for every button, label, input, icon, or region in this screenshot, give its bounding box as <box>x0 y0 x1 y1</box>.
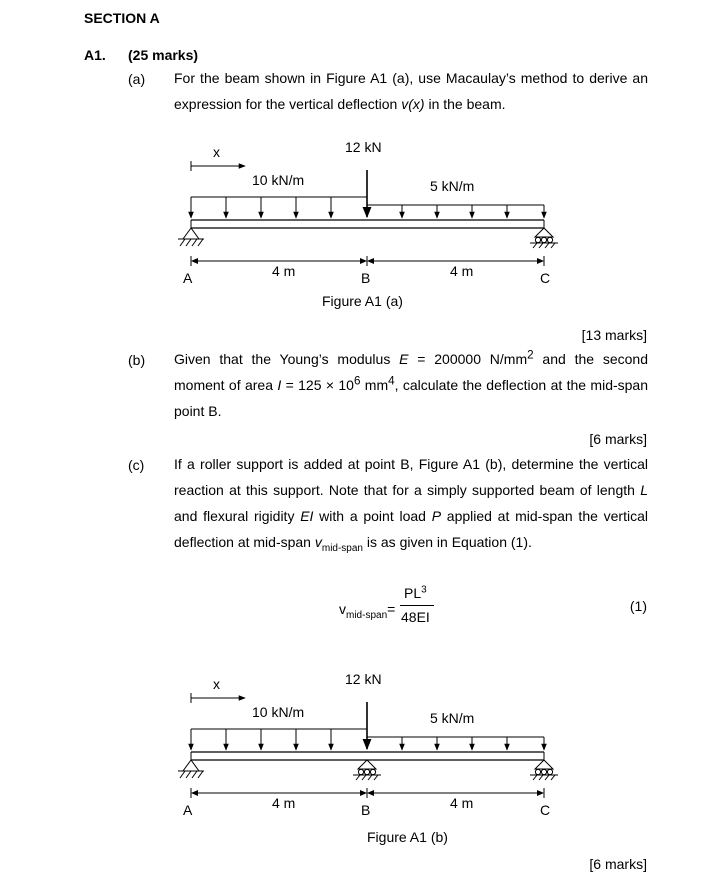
roller-support-b <box>353 760 381 780</box>
dim-left-label: 4 m <box>272 795 296 811</box>
roller-support-c <box>530 760 558 780</box>
udl-right-label: 5 kN/m <box>430 710 475 726</box>
pin-support-a <box>178 228 204 246</box>
part-a-marks: [13 marks] <box>581 327 647 343</box>
x-label: x <box>213 144 220 160</box>
point-b-label: B <box>361 270 371 286</box>
beam <box>191 752 544 760</box>
part-b-text: Given that the Young’s modulus E = 200000 $N/mm^2$ and the second moment of area $I = 125 \times 10^6$ $mm^4$, calculate the deflection at the mid-span point B. <box>174 348 649 419</box>
dim-right-label: 4 m <box>450 263 474 279</box>
question-number: A1. <box>84 47 106 63</box>
point-load-label: 12 kN <box>345 139 382 155</box>
figure-a1a-diagram <box>160 138 580 318</box>
point-a-label: A <box>183 270 193 286</box>
part-b-label: (b) <box>128 352 146 368</box>
figure-b-caption: Figure A1 (b) <box>367 829 448 845</box>
part-c-text: If a roller support is added at point B, Figure A1 (b), determine the vertical reaction at this support. Note that for a simply supported beam of length L and flexural rigidity EI with a point load P applied at mid-span the vertical deflection at mid-span $v_{mid-span}$ is as given in Equation (1). <box>174 456 648 554</box>
question-marks: (25 marks) <box>128 47 199 63</box>
udl-left <box>191 729 367 750</box>
udl-right-label: 5 kN/m <box>430 178 475 194</box>
udl-left <box>191 197 367 218</box>
udl-right <box>367 205 544 218</box>
dimension-line <box>191 256 544 266</box>
point-a-label: A <box>183 802 193 818</box>
udl-right <box>367 737 544 750</box>
roller-support-c <box>530 228 558 248</box>
part-a-text: For the beam shown in Figure A1 (a), use Macaulay’s method to derive an expression for the vertical deflection v(x) in the beam. <box>174 70 648 112</box>
equation-number: (1) <box>629 598 647 614</box>
part-c-label: (c) <box>128 457 145 473</box>
point-load-label: 12 kN <box>345 671 382 687</box>
part-c-marks: [6 marks] <box>589 856 647 872</box>
point-c-label: C <box>540 802 551 818</box>
x-label: x <box>213 676 220 692</box>
udl-left-label: 10 kN/m <box>252 172 305 188</box>
figure-a1b-diagram <box>160 670 580 850</box>
pin-support-a <box>178 760 204 778</box>
dim-left-label: 4 m <box>272 263 296 279</box>
dim-right-label: 4 m <box>450 795 474 811</box>
udl-left-label: 10 kN/m <box>252 704 305 720</box>
figure-a-caption: Figure A1 (a) <box>322 293 403 309</box>
section-title: SECTION A <box>84 10 160 26</box>
part-b-marks: [6 marks] <box>589 431 647 447</box>
beam <box>191 220 544 228</box>
point-c-label: C <box>540 270 551 286</box>
point-b-label: B <box>361 802 371 818</box>
dimension-line <box>191 788 544 798</box>
part-a-label: (a) <box>128 71 146 87</box>
